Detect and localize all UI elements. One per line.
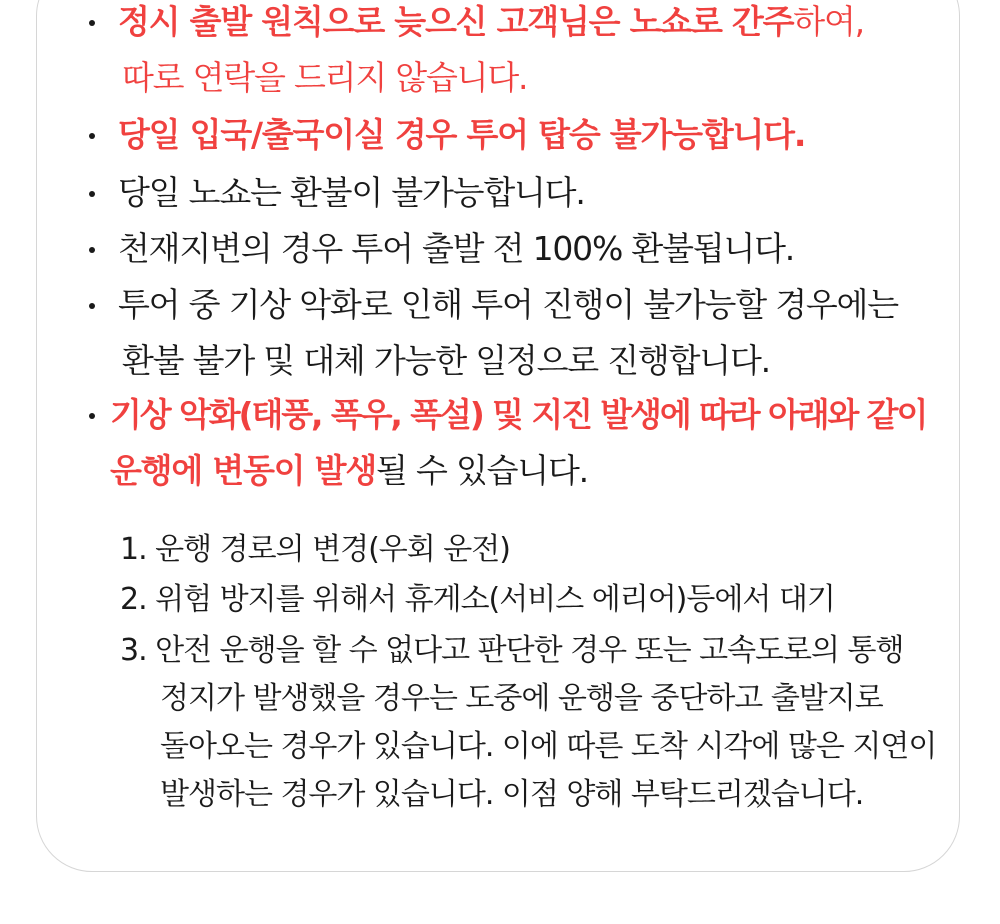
list-number: 3.	[120, 633, 147, 668]
notice-text: 환불 불가 및 대체 가능한 일정으로 진행합니다.	[122, 341, 770, 380]
list-item-3-line-2	[160, 680, 883, 718]
bullet-dot	[89, 413, 95, 419]
bullet-dot	[89, 191, 95, 197]
bullet-dot	[89, 133, 95, 139]
list-number: 2.	[120, 582, 147, 617]
notice-1-line-1	[118, 2, 864, 42]
bullet-dot	[89, 20, 95, 26]
notice-text: 당일 입국/출국이실 경우 투어 탑승 불가능합니다.	[118, 115, 806, 154]
notice-6-line-1	[110, 395, 926, 435]
notice-text: 될 수 있습니다.	[376, 451, 588, 490]
list-text: 정지가 발생했을 경우는 도중에 운행을 중단하고 출발지로	[160, 681, 883, 716]
notice-5-line-2	[122, 341, 770, 381]
list-text: 위험 방지를 위해서 휴게소(서비스 에리어)등에서 대기	[155, 582, 835, 617]
list-item-3	[120, 632, 904, 670]
notice-6-line-2	[110, 451, 588, 491]
notice-text: 하여,	[793, 2, 864, 41]
list-text: 발생하는 경우가 있습니다. 이점 양해 부탁드리겠습니다.	[160, 777, 864, 812]
notice-text: 당일 노쇼는 환불이 불가능합니다.	[118, 173, 585, 212]
notice-text: 투어 중 기상 악화로 인해 투어 진행이 불가능할 경우에는	[118, 285, 898, 324]
notice-3-line-1	[118, 173, 585, 213]
list-text: 운행 경로의 변경(우회 운전)	[155, 532, 510, 567]
notice-text: 따로 연락을 드리지 않습니다.	[122, 58, 528, 97]
notice-text: 기상 악화(태풍, 폭우, 폭설) 및 지진 발생에 따라 아래와 같이	[110, 395, 927, 434]
notice-5-line-1	[118, 285, 898, 325]
list-text: 돌아오는 경우가 있습니다. 이에 따른 도착 시각에 많은 지연이	[160, 729, 937, 764]
bullet-dot	[89, 303, 95, 309]
notice-text: 운행에 변동이 발생	[110, 451, 377, 490]
notice-1-line-2	[122, 58, 527, 98]
list-text: 안전 운행을 할 수 없다고 판단한 경우 또는 고속도로의 통행	[155, 633, 904, 668]
list-item-1	[120, 531, 510, 569]
notice-text: 천재지변의 경우 투어 출발 전 100% 환불됩니다.	[118, 229, 795, 268]
list-item-3-line-3	[160, 728, 936, 766]
notice-2-line-1	[118, 115, 805, 155]
list-item-3-line-4	[160, 776, 863, 814]
notice-4-line-1	[118, 229, 794, 269]
bullet-dot	[89, 247, 95, 253]
list-number: 1.	[120, 532, 147, 567]
list-item-2	[120, 581, 835, 619]
notice-text: 정시 출발 원칙으로 늦으신 고객님은 노쇼로 간주	[118, 2, 794, 41]
